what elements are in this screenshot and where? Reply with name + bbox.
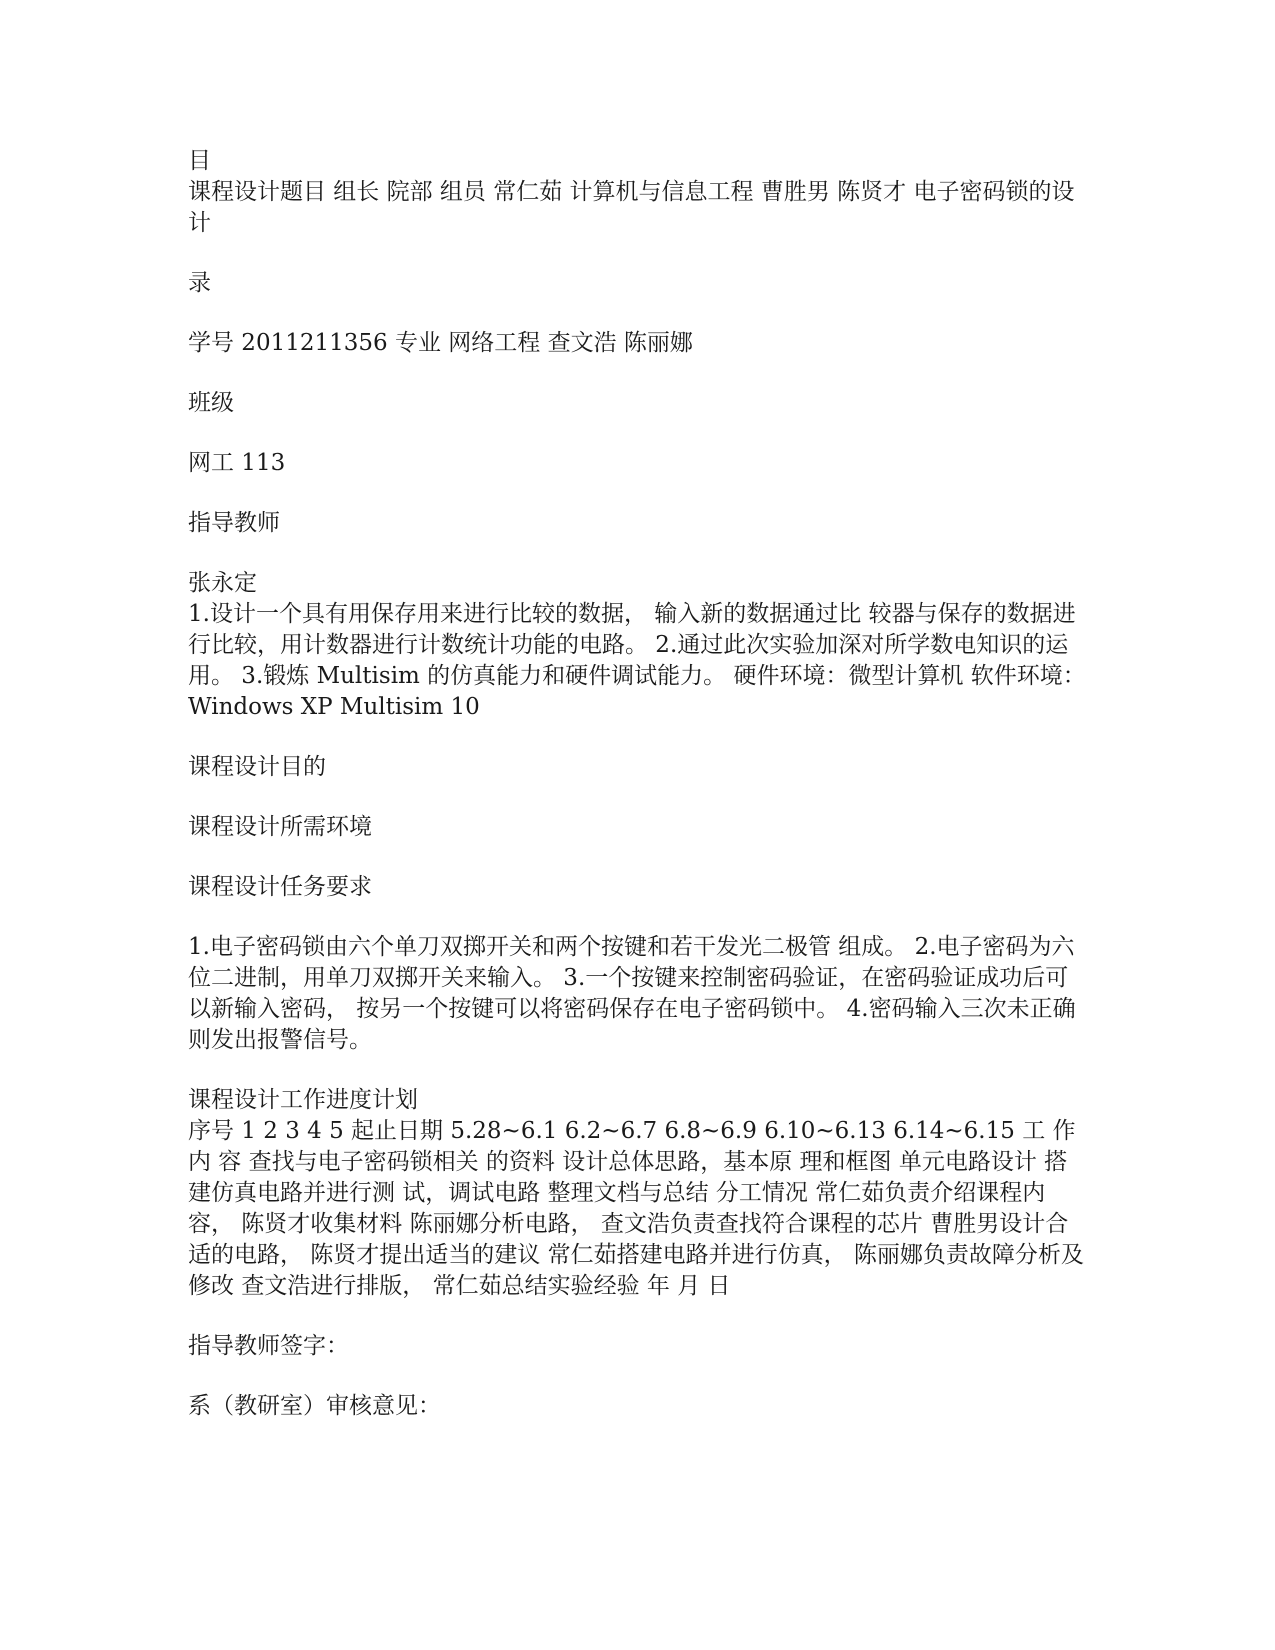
- course-title-row: 课程设计题目 组长 院部 组员 常仁茹 计算机与信息工程 曹胜男 陈贤才 电子密码锁的设计: [188, 179, 1075, 236]
- section-objectives: 课程设计目的: [188, 754, 326, 780]
- advisor-label: 指导教师: [188, 510, 280, 536]
- advisor-signature-label: 指导教师签字：: [188, 1333, 349, 1359]
- section-environment: 课程设计所需环境: [188, 814, 372, 840]
- section-schedule: 课程设计工作进度计划: [188, 1087, 418, 1113]
- student-id-row: 学号 2011211356 专业 网络工程 查文浩 陈丽娜: [188, 330, 693, 356]
- class-value: 网工 113: [188, 450, 286, 476]
- heading-mu: 目: [188, 148, 211, 174]
- advisor-name: 张永定: [188, 570, 257, 596]
- document-body: [188, 146, 1090, 1422]
- class-label: 班级: [188, 390, 234, 416]
- schedule-text: 序号 1 2 3 4 5 起止日期 5.28~6.1 6.2~6.7 6.8~6.9 6.10~6.13 6.14~6.15 工 作 内 容 查找与电子密码锁相关 的资料 设计总体思路，基本原 理和框图 单元电路设计 搭建仿真电路并进行测 试，调试电路 整理文档与总结 分工情况 常仁茹负责介绍课程内容， 陈贤才收集材料 陈丽娜分析电路， 查文浩负责查找符合课程的芯片 曹胜男设计合适的电路， 陈贤才提出适当的建议 常仁茹搭建电路并进行仿真， 陈丽娜负责故障分析及修改 查文浩进行排版， 常仁茹总结实验经验 年 月 日: [188, 1118, 1084, 1299]
- section-requirements: 课程设计任务要求: [188, 874, 372, 900]
- heading-lu: 录: [188, 270, 211, 296]
- requirements-text: 1.电子密码锁由六个单刀双掷开关和两个按键和若干发光二极管 组成。 2.电子密码为六位二进制，用单刀双掷开关来输入。 3.一个按键来控制密码验证，在密码验证成功后可以新输入密码， 按另一个按键可以将密码保存在电子密码锁中。 4.密码输入三次未正确则发出报警信号。: [188, 934, 1076, 1053]
- department-review-label: 系（教研室）审核意见：: [188, 1393, 441, 1419]
- objectives-text: 1.设计一个具有用保存用来进行比较的数据， 输入新的数据通过比 较器与保存的数据进行比较，用计数器进行计数统计功能的电路。 2.通过此次实验加深对所学数电知识的运用。 3.锻炼 Multisim 的仿真能力和硬件调试能力。 硬件环境：微型计算机 软件环境：Windows XP Multisim 10: [188, 601, 1086, 720]
